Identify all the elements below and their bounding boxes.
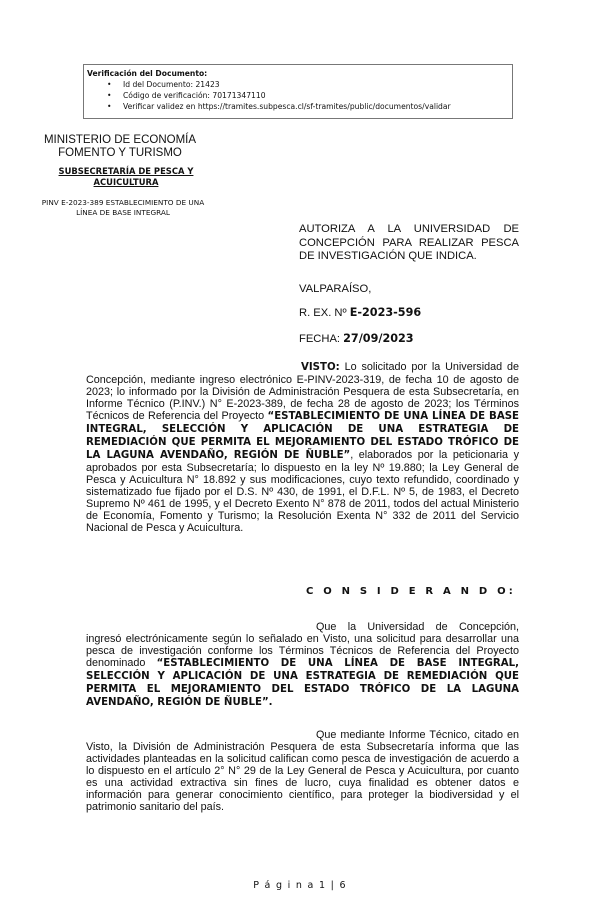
resolution-number: E-2023-596 bbox=[349, 306, 422, 319]
date-value: 27/09/2023 bbox=[343, 332, 414, 345]
verification-url[interactable]: • Verificar validez en https://tramites.subpesca.cl/sf-tramites/public/documentos/validar bbox=[107, 101, 512, 112]
ministry-line-1: MINISTERIO DE ECONOMÍA bbox=[43, 134, 197, 146]
resolution-label: R. EX. Nº bbox=[299, 307, 347, 319]
city-line: VALPARAÍSO, bbox=[299, 283, 372, 295]
date-label: FECHA: bbox=[299, 333, 341, 345]
considerando-1-project-title: “ESTABLECIMIENTO DE UNA LÍNEA DE BASE INTEGRAL, SELECCIÓN Y APLICACIÓN DE UNA ESTRATEGIA DE REMEDIACIÓN QUE PERMITA EL MEJORAMIENTO DEL ESTADO TRÓFICO DE LA LAGUNA AVENDAÑO, REGIÓN DE ÑUBLE”. bbox=[86, 658, 520, 708]
considerando-paragraph-2 bbox=[86, 729, 519, 813]
resolution-summary: AUTORIZA A LA UNIVERSIDAD DE CONCEPCIÓN PARA REALIZAR PESCA DE INVESTIGACIÓN QUE INDICA. bbox=[299, 223, 519, 262]
ministry-name bbox=[40, 134, 200, 160]
visto-paragraph bbox=[86, 361, 519, 534]
visto-text-1: Lo solicitado por la Universidad de Concepción, mediante ingreso electrónico E-PINV-2023-319, de fecha 10 de agosto de 2023; lo informado por la División de Administración Pesquera de esta Subsecretaría, en Informe Técnico (P.INV.) N° E-2023-389, de fecha 28 de agosto de 2023; los Términos Técnicos de Referencia del Proyecto bbox=[86, 361, 519, 422]
considerando-2-text: Que mediante Informe Técnico, citado en Visto, la División de Administración Pesquera de esta Subsecretaría informa que las actividades planteadas en la solicitud califican como pesca de investigación de acuerdo a lo dispuesto en el artículo 2° N° 29 de la Ley General de Pesca y Acuicultura, por cuanto es una actividad extractiva sin fines de lucro, cuya finalidad es obtener datos e información para generar conocimiento científico, para proteger la biodiversidad y el patrimonio sanitario del país. bbox=[86, 729, 519, 813]
page-number: P á g i n a 1 | 6 bbox=[253, 880, 347, 891]
ministry-line-2: FOMENTO Y TURISMO bbox=[58, 147, 182, 159]
visto-text-2: , elaborados por la peticionaria y aprobados por esta Subsecretaría; lo dispuesto en la ley Nº 19.880; la Ley General de Pesca y Acuicultura N° 18.892 y sus modificaciones, cuyo texto refundido, coordinado y sistematizado fue fijado por el D.S. Nº 430, de 1991, el D.F.L. Nº 5, de 1983, el Decreto Supremo Nº 461 de 1995, y el Decreto Exento N° 878 de 2011, todos del actual Ministerio de Economía, Fomento y Turismo; la Resolución Exenta N° 332 de 2011 del Servicio Nacional de Pesca y Acuicultura. bbox=[86, 449, 519, 534]
considerando-paragraph-1 bbox=[86, 621, 519, 709]
visto-project-title: “ESTABLECIMIENTO DE UNA LÍNEA DE BASE INTEGRAL, SELECCIÓN Y APLICACIÓN DE UNA ESTRATEGIA DE REMEDIACIÓN QUE PERMITA EL MEJORAMIENTO DEL ESTADO TRÓFICO DE LA LAGUNA AVENDAÑO, REGIÓN DE ÑUBLE” bbox=[86, 411, 519, 461]
verification-title: Verificación del Documento: bbox=[87, 69, 208, 78]
document-id: • Id del Documento: 21423 bbox=[107, 79, 512, 90]
verification-list bbox=[87, 79, 512, 112]
considerando-heading: C O N S I D E R A N D O: bbox=[306, 586, 516, 597]
verification-code: • Código de verificación: 70171347110 bbox=[107, 90, 512, 101]
verification-box bbox=[83, 64, 513, 119]
considerando-1-text: Que la Universidad de Concepción, ingresó electrónicamente según lo señalado en Visto, una solicitud para desarrollar una pesca de investigación conforme los Términos Técnicos de Referencia del Proyecto denominado bbox=[86, 621, 519, 669]
project-reference: PINV E-2023-389 ESTABLECIMIENTO DE UNA LÍNEA DE BASE INTEGRAL bbox=[41, 198, 205, 217]
resolution-number-line bbox=[299, 306, 421, 319]
visto-label: VISTO: bbox=[301, 362, 340, 373]
date-line bbox=[299, 332, 414, 345]
subsecretaria-name: SUBSECRETARÍA DE PESCA Y ACUICULTURA bbox=[58, 166, 194, 187]
